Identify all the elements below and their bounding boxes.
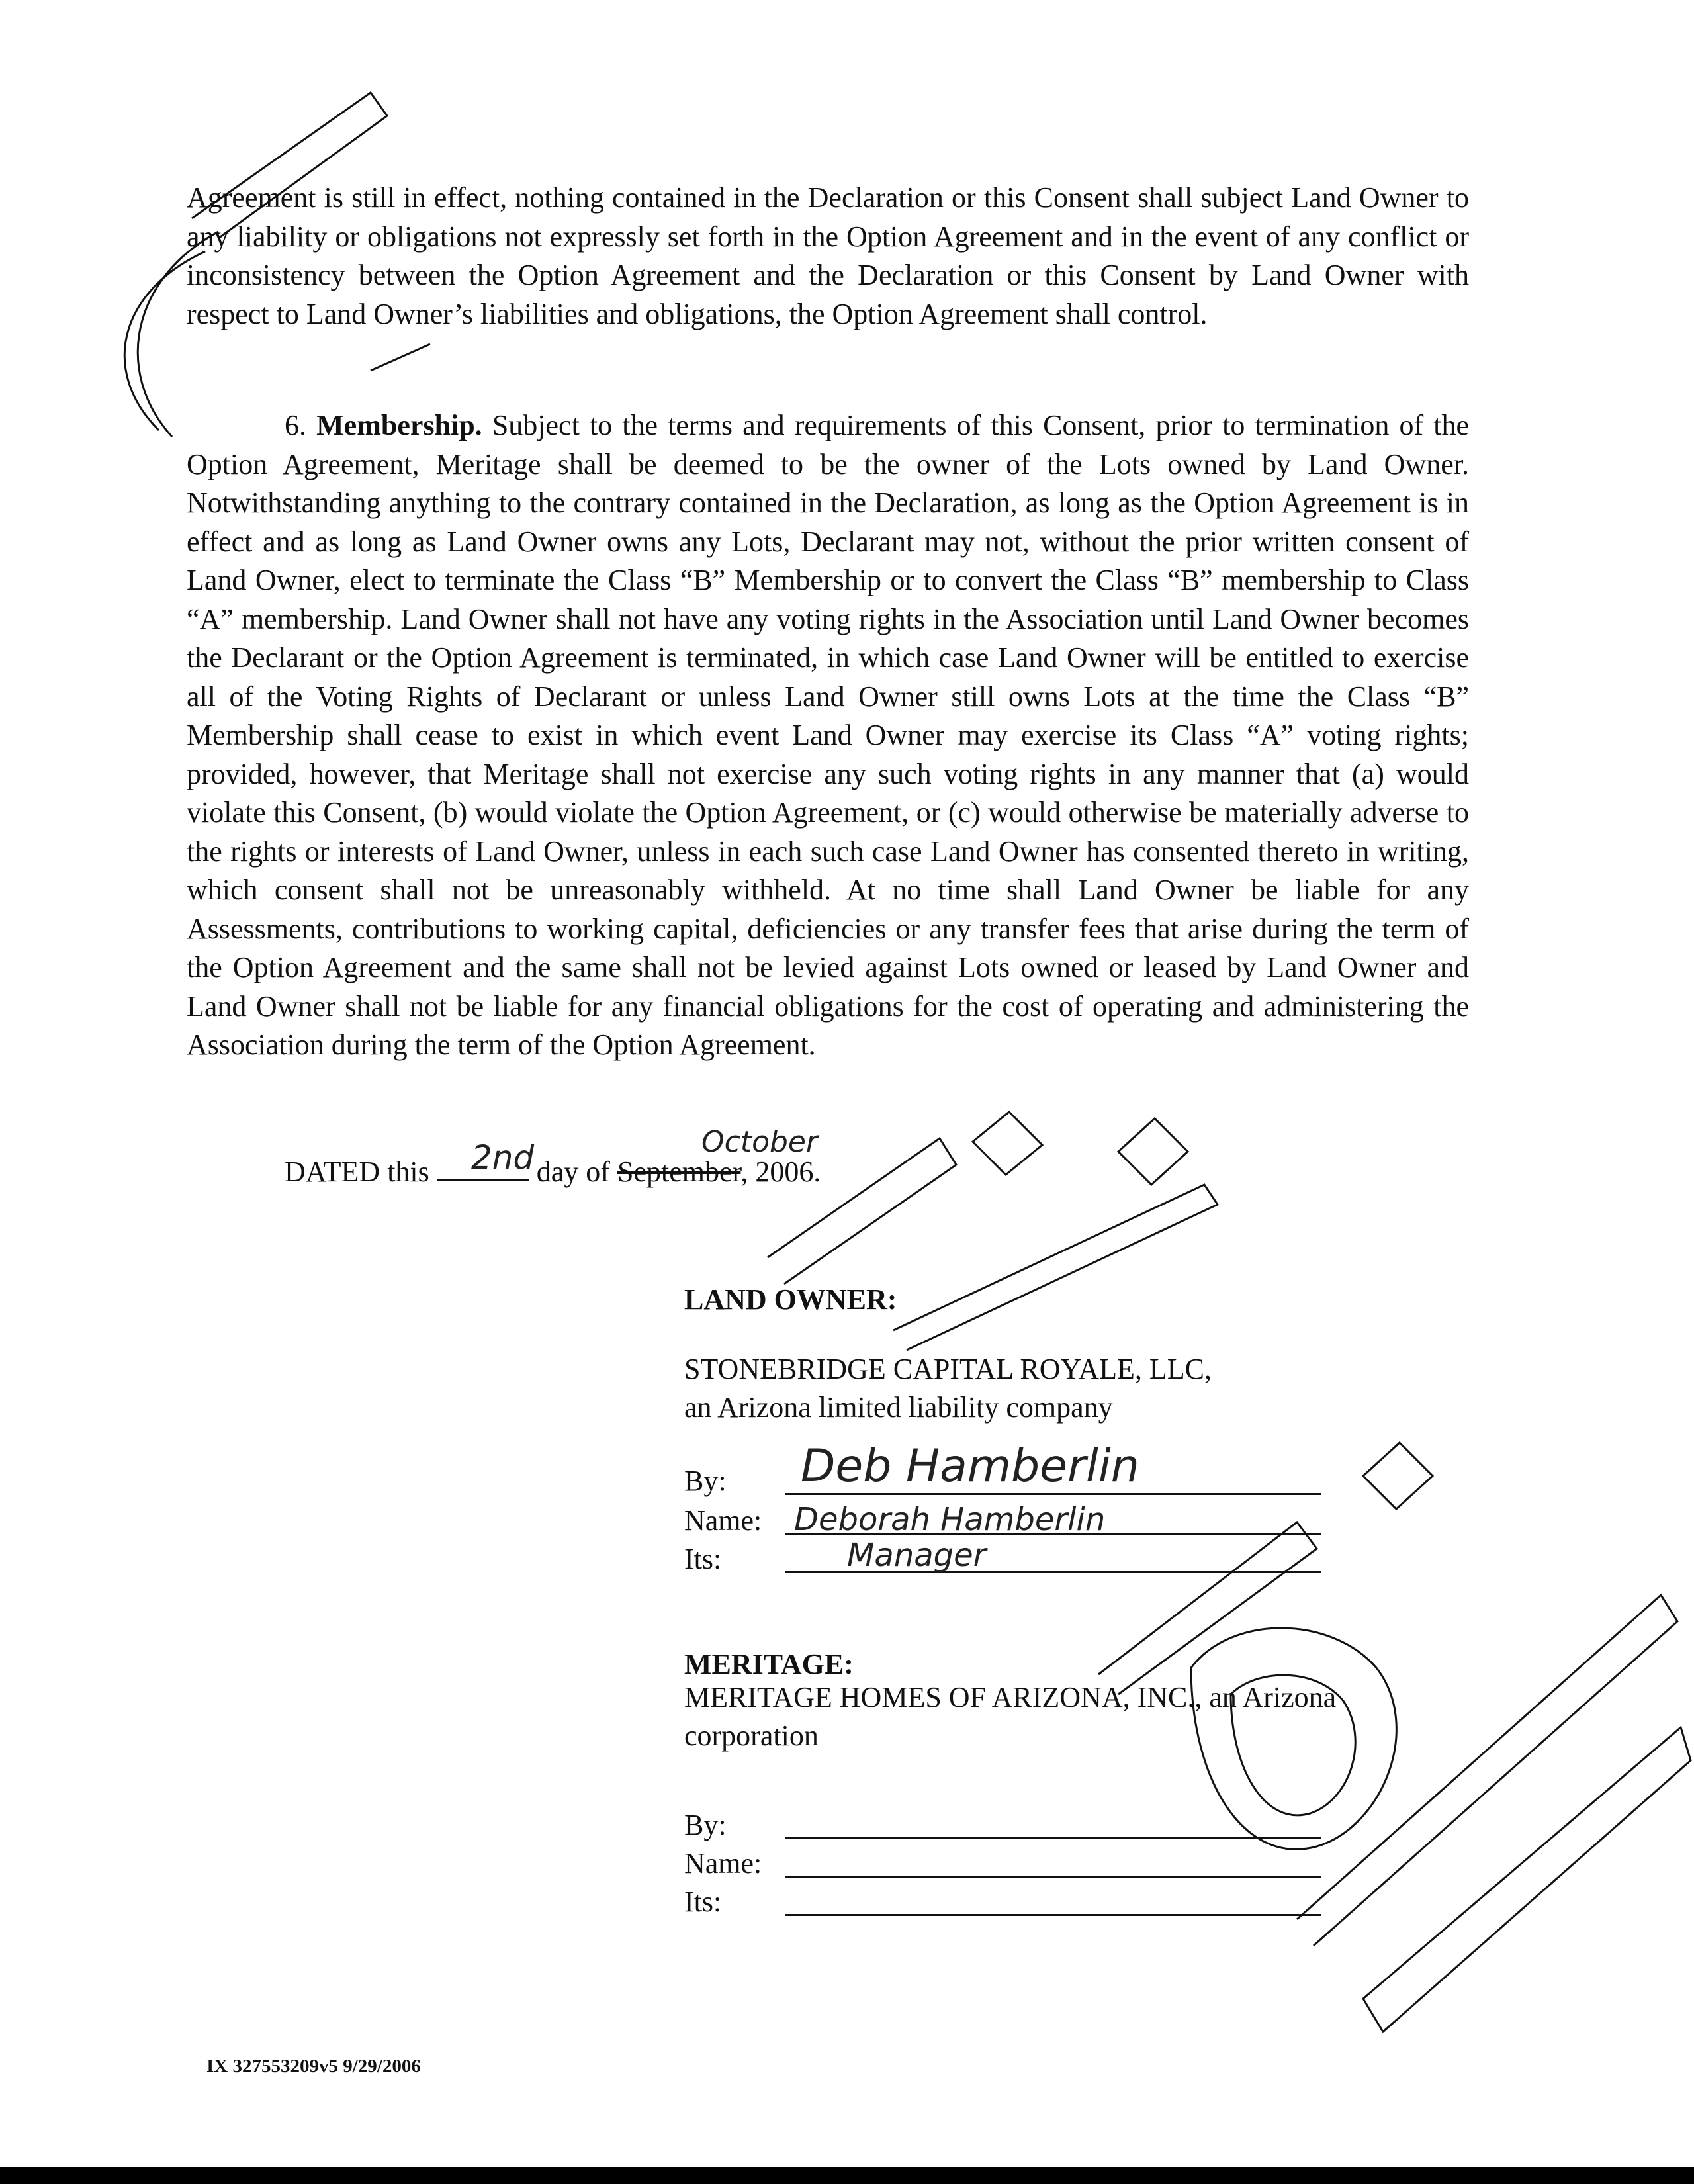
document-footer-id: IX 327553209v5 9/29/2006 [206,2056,421,2077]
paragraph-5-text: Agreement is still in effect, nothing contained in the Declaration or this Consent shall subject Land Owner to any liability or obligations not expressly set forth in the Option Agreement and in the event of any conflict or inconsistency between the Option Agreement and the Declaration or this Consent by Land Owner with respect to Land Owner’s liabilities and obligations, the Option Agreement shall control. [187,181,1469,330]
stamp-stroke [1118,1118,1188,1185]
handwritten-day: 2nd [471,1138,535,1177]
name-label: Name: [684,1847,762,1880]
stamp-stroke [1363,1727,1691,2032]
land-owner-heading: LAND OWNER: [684,1283,897,1316]
stamp-stroke [893,1185,1218,1350]
handwritten-signature: Deb Hamberlin [801,1440,1139,1492]
land-owner-entity-type: an Arizona limited liability company [684,1391,1113,1424]
stamp-stroke [973,1112,1042,1175]
stamp-stroke [1363,1443,1433,1509]
struck-month: September [617,1156,741,1188]
section-heading: Membership. [316,409,482,441]
stamp-stroke [124,251,205,430]
handwritten-title: Manager [847,1537,987,1574]
dated-middle: day of [536,1156,610,1188]
stamp-stroke [192,93,387,238]
paragraph-6-text: Subject to the terms and requirements of this Consent, prior to termination of the Option Agreement, Meritage shall be deemed to be the owner of the Lots owned by Land Owner. Notwithstanding anything to the contrary contained in the Declaration, as long as the Option Agreement is in effect and as long as Land Owner owns any Lots, Declarant may not, without the prior written consent of Land Owner, elect to terminate the Class “B” Membership or to convert the Class “B” membership to Class “A” membership. Land Owner shall not have any voting rights in the Association until Land Owner becomes the Declarant or the Option Agreement is terminated, in which case Land Owner will be entitled to exercise all of the Voting Rights of Declarant or unless Land Owner still owns Lots at the time the Class “B” Membership shall cease to exist in which event Land Owner may exercise its Class “A” voting rights; provided, however, that Meritage shall not exercise any such voting rights in any manner that (a) would violate this Consent, (b) would violate the Option Agreement, or (c) would otherwise be materially adverse to the rights or interests of Land Owner, unless in each such case Land Owner has consented thereto in writing, which consent shall not be unreasonably withheld. At no time shall Land Owner be liable for any Assessments, contributions to working capital, deficiencies or any transfer fees that arise during the term of the Option Agreement and the same shall not be levied against Lots owned or leased by Land Owner and Land Owner shall not be liable for any financial obligations for the cost of operating and administering the Association during the term of the Option Agreement. [187,409,1470,1061]
land-owner-entity: STONEBRIDGE CAPITAL ROYALE, LLC, [684,1353,1212,1385]
stamp-stroke [138,232,218,437]
scan-bottom-edge [0,2167,1694,2184]
name-label: Name: [684,1504,762,1537]
its-label: Its: [684,1886,722,1918]
by-label: By: [684,1465,727,1497]
dated-year: , 2006. [740,1156,821,1188]
section-number: 6. [285,409,306,441]
stamp-stroke [1231,1675,1355,1815]
handwritten-month: October [701,1125,819,1159]
handwritten-name: Deborah Hamberlin [794,1501,1106,1538]
stamp-stroke [371,344,430,371]
stamp-stroke [1098,1522,1317,1694]
its-label: Its: [684,1543,722,1575]
stamp-stroke [768,1138,956,1284]
stamp-stroke [1191,1628,1396,1849]
meritage-heading: MERITAGE: [684,1648,854,1680]
meritage-entity-type: corporation [684,1719,819,1752]
by-label: By: [684,1809,727,1841]
meritage-entity: MERITAGE HOMES OF ARIZONA, INC., an Arizona [684,1681,1337,1713]
dated-prefix: DATED this [285,1156,429,1188]
